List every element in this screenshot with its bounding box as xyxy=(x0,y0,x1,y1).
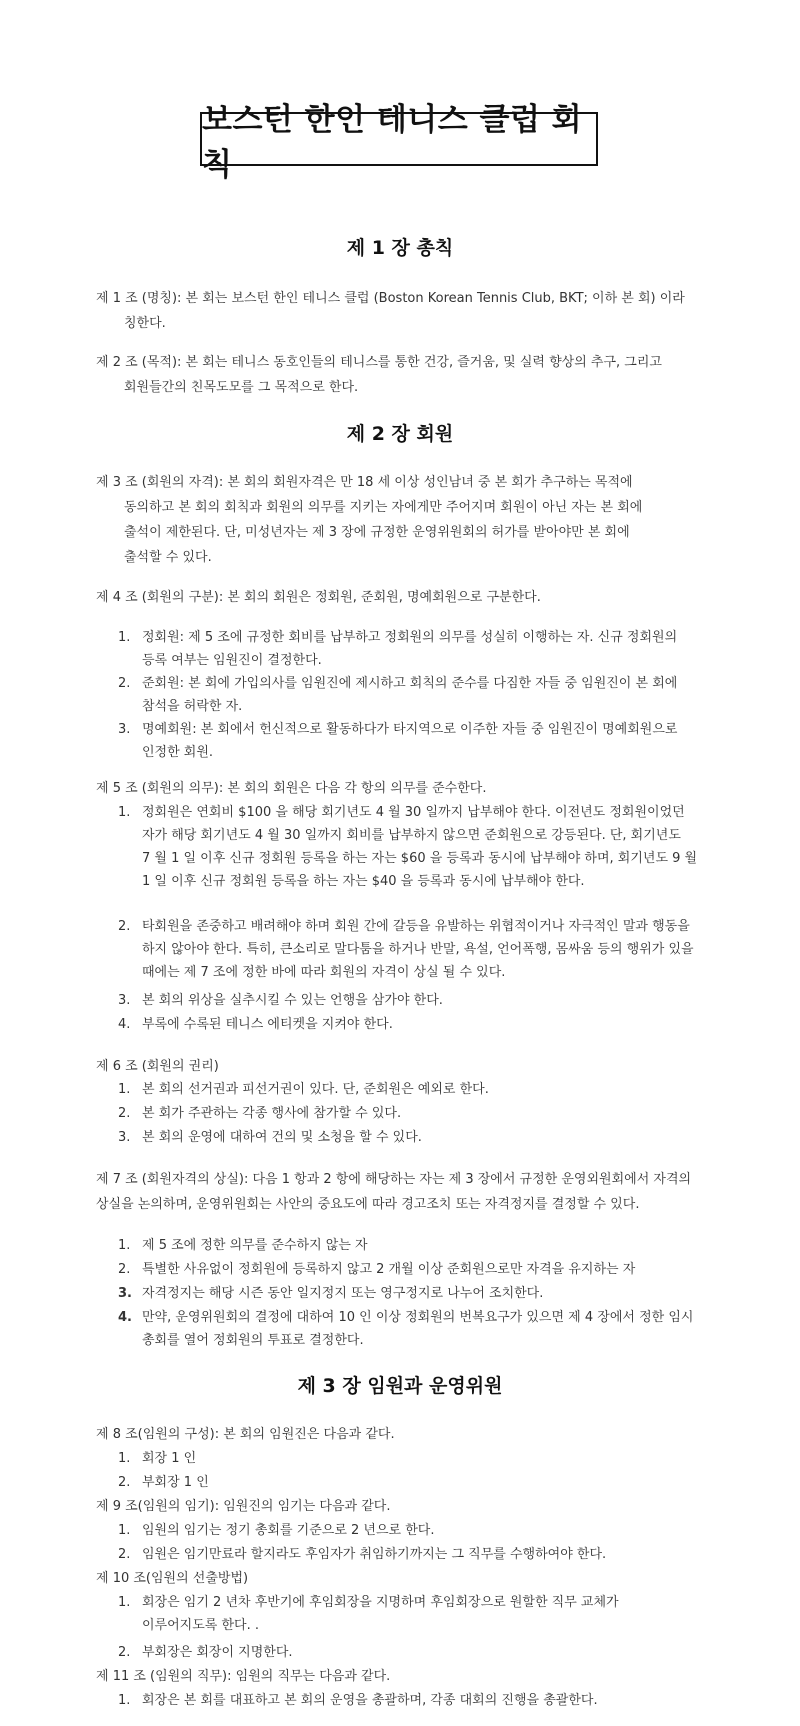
article-1 xyxy=(96,286,685,336)
document-title: 보스턴 한인 테니스 클럽 회칙 xyxy=(200,112,598,166)
list-item-line: 총회를 열어 정회원의 투표로 결정한다. xyxy=(142,1333,364,1348)
list-item xyxy=(118,1126,718,1149)
list-item-line: 제 5 조에 정한 의무를 준수하지 않는 자 xyxy=(142,1238,368,1253)
article-line: 제 1 조 (명칭): 본 회는 보스턴 한인 테니스 클럽 (Boston Korean Tennis Club, BKT; 이하 본 회) 이라 xyxy=(96,291,685,306)
list-item-number: 2. xyxy=(118,1547,131,1562)
article-line: 동의하고 본 회의 회칙과 회원의 의무를 지키는 자에게만 주어지며 회원이 아닌 자는 본 회에 xyxy=(124,500,643,515)
list-item-line: 회장은 본 회를 대표하고 본 회의 운영을 총괄하며, 각종 대회의 진행을 총괄한다. xyxy=(142,1693,598,1708)
list-item-line: 부회장 1 인 xyxy=(142,1475,209,1490)
list-item xyxy=(118,1689,718,1712)
list-item-line: 하지 않아야 한다. 특히, 큰소리로 말다툼을 하거나 반말, 욕설, 언어폭행, 몸싸움 등의 행위가 있을 xyxy=(142,942,694,957)
article-line: 제 3 조 (회원의 자격): 본 회의 회원자격은 만 18 세 이상 성인남녀 중 본 회가 추구하는 목적에 xyxy=(96,475,633,490)
list-item xyxy=(118,718,718,764)
article-11 xyxy=(96,1664,390,1689)
list-item-number: 1. xyxy=(118,1238,131,1253)
list-item-line: 회장 1 인 xyxy=(142,1451,197,1466)
list-item-line: 1 일 이후 신규 정회원 등록을 하는 자는 $40 을 등록과 동시에 납부해야 한다. xyxy=(142,874,585,889)
list-item-number: 2. xyxy=(118,1645,131,1660)
article-line: 제 4 조 (회원의 구분): 본 회의 회원은 정회원, 준회원, 명예회원으로 구분한다. xyxy=(96,590,541,605)
article-line: 제 9 조(임원의 임기): 임원진의 임기는 다음과 같다. xyxy=(96,1499,391,1514)
article-line: 제 5 조 (회원의 의무): 본 회의 회원은 다음 각 항의 의무를 준수한다. xyxy=(96,781,487,796)
list-item-line: 정회원: 제 5 조에 규정한 회비를 납부하고 정회원의 의무를 성실히 이행하는 자. 신규 정회원의 xyxy=(142,630,678,645)
article-2 xyxy=(96,350,662,400)
chapter-2-heading: 제 2 장 회원 xyxy=(346,423,454,445)
list-item-line: 임원의 임기는 정기 총회를 기준으로 2 년으로 한다. xyxy=(142,1523,435,1538)
list-item-line: 부록에 수록된 테니스 에티켓을 지켜야 한다. xyxy=(142,1017,393,1032)
list-item xyxy=(118,1258,718,1281)
article-line: 상실을 논의하며, 운영위원회는 사안의 중요도에 따라 경고조치 또는 자격정지를 결정할 수 있다. xyxy=(96,1197,640,1212)
list-item-number: 1. xyxy=(118,1451,131,1466)
list-item-number: 2. xyxy=(118,919,131,934)
list-item xyxy=(118,1013,718,1036)
list-item xyxy=(118,1543,718,1566)
list-item xyxy=(118,1234,718,1257)
article-line: 제 11 조 (임원의 직무): 임원의 직무는 다음과 같다. xyxy=(96,1669,391,1684)
list-item xyxy=(118,626,718,672)
article-line: 제 2 조 (목적): 본 회는 테니스 동호인들의 테니스를 통한 건강, 즐거움, 및 실력 향상의 추구, 그리고 xyxy=(96,355,662,370)
article-6 xyxy=(96,1054,219,1079)
list-item-line: 정회원은 연회비 $100 을 해당 회기년도 4 월 30 일까지 납부해야 한다. 이전년도 정회원이었던 xyxy=(142,805,685,820)
list-item-line: 특별한 사유없이 정회원에 등록하지 않고 2 개월 이상 준회원으로만 자격을 유지하는 자 xyxy=(142,1262,636,1277)
list-item-line: 7 월 1 일 이후 신규 정회원 등록을 하는 자는 $60 을 등록과 동시에 납부해야 하며, 회기년도 9 월 xyxy=(142,851,698,866)
chapter-3-heading: 제 3 장 임원과 운영위원 xyxy=(297,1375,503,1397)
article-line: 제 10 조(임원의 선출방법) xyxy=(96,1571,249,1586)
article-line: 제 6 조 (회원의 권리) xyxy=(96,1059,219,1074)
list-item xyxy=(118,1078,718,1101)
list-item-line: 인정한 회원. xyxy=(142,745,214,760)
list-item xyxy=(118,1591,718,1637)
list-item-number: 1. xyxy=(118,1082,131,1097)
article-4 xyxy=(96,585,541,610)
list-item-line: 준회원: 본 회에 가입의사를 임원진에 제시하고 회칙의 준수를 다짐한 자들 중 임원진이 본 회에 xyxy=(142,676,678,691)
list-item-line: 본 회의 위상을 실추시킬 수 있는 언행을 삼가야 한다. xyxy=(142,993,443,1008)
list-item xyxy=(118,1282,718,1305)
list-item-number: 2. xyxy=(118,1475,131,1490)
list-item-number: 2. xyxy=(118,676,131,691)
article-10 xyxy=(96,1566,248,1591)
list-item-line: 이루어지도록 한다. . xyxy=(142,1618,259,1633)
list-item-number: 3. xyxy=(118,722,131,737)
list-item xyxy=(118,1519,718,1542)
list-item-line: 본 회가 주관하는 각종 행사에 참가할 수 있다. xyxy=(142,1106,402,1121)
list-item-number: 4. xyxy=(118,1017,131,1032)
list-item-number: 1. xyxy=(118,805,131,820)
chapter-1-heading: 제 1 장 총칙 xyxy=(346,237,454,259)
article-7 xyxy=(96,1167,691,1217)
article-line: 출석할 수 있다. xyxy=(124,550,212,565)
list-item-line: 참석을 허락한 자. xyxy=(142,699,243,714)
list-item xyxy=(118,1641,718,1664)
list-item xyxy=(118,915,718,984)
list-item-number: 1. xyxy=(118,1595,131,1610)
list-item-number: 1. xyxy=(118,630,131,645)
list-item-number: 1. xyxy=(118,1523,131,1538)
list-item-number: 2. xyxy=(118,1262,131,1277)
list-item-number: 3. xyxy=(118,1286,132,1301)
list-item-line: 등록 여부는 임원진이 결정한다. xyxy=(142,653,322,668)
list-item xyxy=(118,672,718,718)
list-item-line: 때에는 제 7 조에 정한 바에 따라 회원의 자격이 상실 될 수 있다. xyxy=(142,965,506,980)
list-item-line: 만약, 운영위원회의 결정에 대하여 10 인 이상 정회원의 번복요구가 있으면 제 4 장에서 정한 임시 xyxy=(142,1310,694,1325)
list-item-line: 타회원을 존중하고 배려해야 하며 회원 간에 갈등을 유발하는 위협적이거나 자극적인 말과 행동을 xyxy=(142,919,690,934)
article-line: 회원들간의 친목도모를 그 목적으로 한다. xyxy=(124,380,359,395)
list-item-line: 부회장은 회장이 지명한다. xyxy=(142,1645,293,1660)
list-item-number: 2. xyxy=(118,1106,131,1121)
article-3 xyxy=(96,470,642,570)
list-item-line: 본 회의 선거권과 피선거권이 있다. 단, 준회원은 예외로 한다. xyxy=(142,1082,489,1097)
article-9 xyxy=(96,1494,390,1519)
list-item-number: 4. xyxy=(118,1310,132,1325)
list-item-line: 회장은 임기 2 년차 후반기에 후임회장을 지명하며 후임회장으로 원할한 직무 교체가 xyxy=(142,1595,619,1610)
list-item-line: 자격정지는 해당 시즌 동안 일지정지 또는 영구정지로 나누어 조치한다. xyxy=(142,1286,544,1301)
list-item-line: 본 회의 운영에 대하여 건의 및 소청을 할 수 있다. xyxy=(142,1130,422,1145)
list-item xyxy=(118,801,718,893)
list-item xyxy=(118,1471,718,1494)
article-line: 제 7 조 (회원자격의 상실): 다음 1 항과 2 항에 해당하는 자는 제 3 장에서 규정한 운영외원회에서 자격의 xyxy=(96,1172,692,1187)
list-item xyxy=(118,1447,718,1470)
article-5 xyxy=(96,776,486,801)
list-item xyxy=(118,1306,718,1352)
list-item xyxy=(118,1102,718,1125)
list-item xyxy=(118,989,718,1012)
article-8 xyxy=(96,1422,395,1447)
article-line: 칭한다. xyxy=(124,316,166,331)
list-item-line: 임원은 임기만료라 할지라도 후임자가 취임하기까지는 그 직무를 수행하여야 한다. xyxy=(142,1547,607,1562)
article-line: 제 8 조(임원의 구성): 본 회의 임원진은 다음과 같다. xyxy=(96,1427,395,1442)
article-line: 출석이 제한된다. 단, 미성년자는 제 3 장에 규정한 운영위원회의 허가를 받아야만 본 회에 xyxy=(124,525,630,540)
list-item-line: 자가 해당 회기년도 4 월 30 일까지 회비를 납부하지 않으면 준회원으로 강등된다. 단, 회기년도 xyxy=(142,828,681,843)
list-item-number: 3. xyxy=(118,993,131,1008)
list-item-number: 1. xyxy=(118,1693,131,1708)
list-item-number: 3. xyxy=(118,1130,131,1145)
list-item-line: 명예회원: 본 회에서 헌신적으로 활동하다가 타지역으로 이주한 자들 중 임원진이 명예회원으로 xyxy=(142,722,678,737)
